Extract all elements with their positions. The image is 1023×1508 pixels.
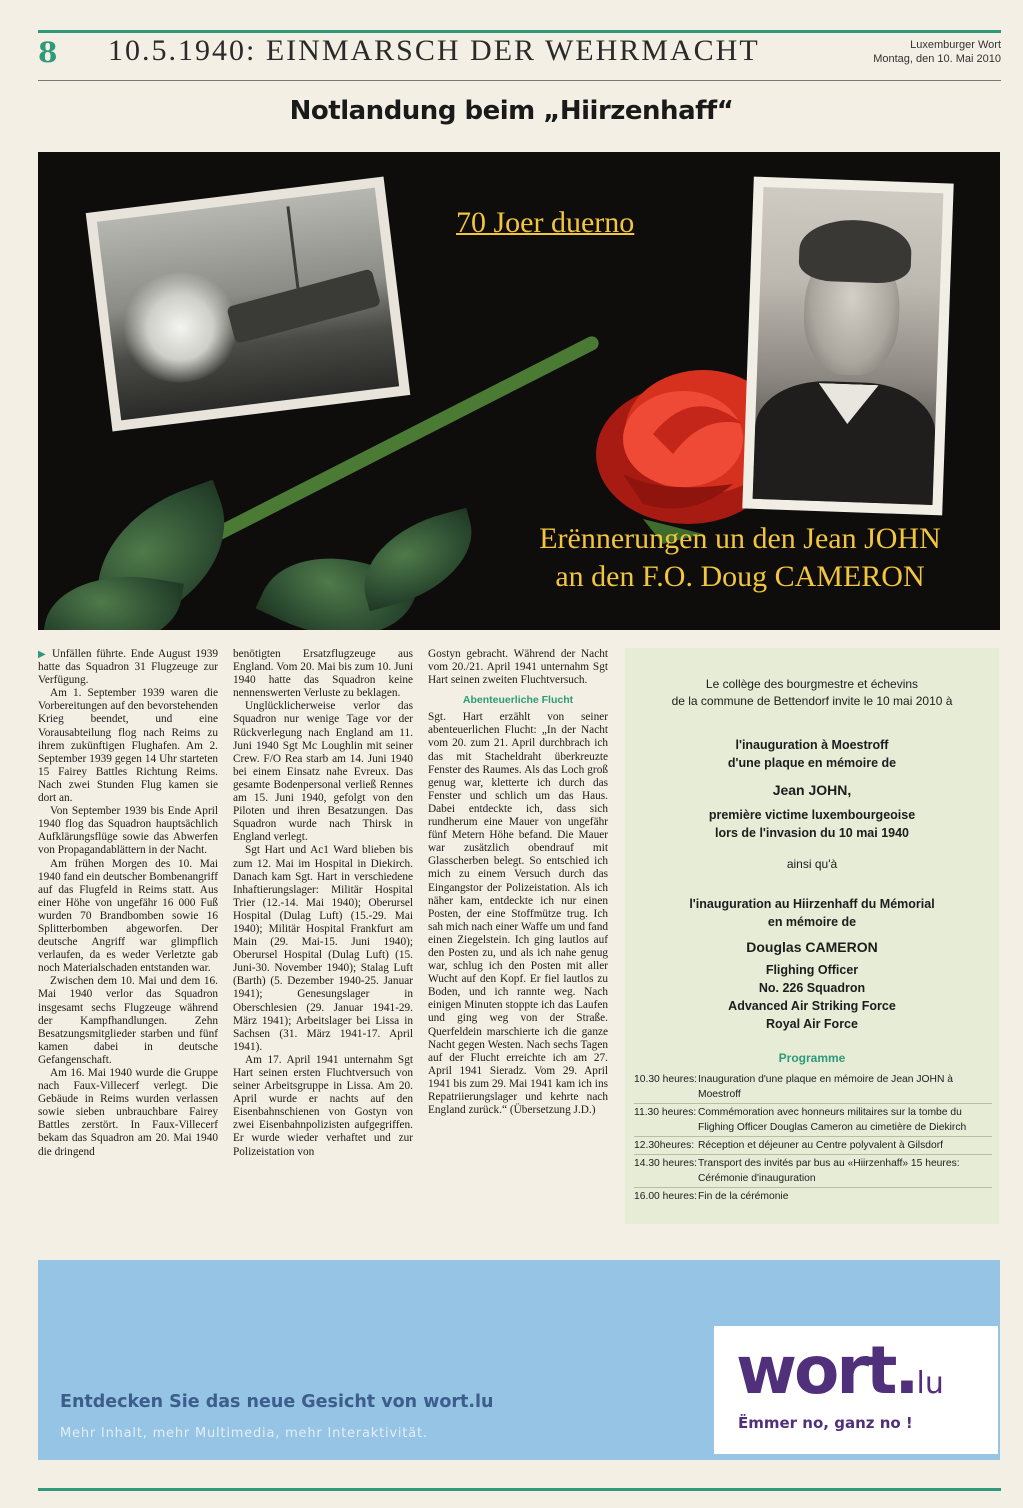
programme-item <box>634 1188 992 1205</box>
invitation-line: Advanced Air Striking Force <box>728 999 896 1013</box>
logo-main: wort. <box>736 1332 917 1409</box>
article-column-2 <box>233 648 413 1159</box>
paragraph: Von September 1939 bis Ende April 1940 flog das Squadron hauptsächlich Aufklärungsflüge sowie das Abwerfen von Propagandablättern in der Nacht. <box>38 805 218 857</box>
ad-subline: Mehr Inhalt, mehr Multimedia, mehr Interaktivität. <box>60 1426 428 1441</box>
programme-time: 11.30 heures: <box>634 1107 697 1118</box>
invitation-line: Royal Air Force <box>766 1017 858 1031</box>
programme-list <box>634 1071 992 1205</box>
programme-time: 14.30 heures: <box>634 1158 697 1169</box>
invitation-ainsi: ainsi qu'à <box>786 857 838 871</box>
top-rule <box>38 30 1001 33</box>
logo-tld: lu <box>916 1366 944 1401</box>
invitation-intro-1: Le collège des bourgmestre et échevins <box>705 677 919 691</box>
paragraph: benötigten Ersatzflugzeuge aus England. Vom 20. Mai bis zum 10. Juni 1940 hatte das Squadron keine nennenswerten Verluste zu beklagen. <box>233 648 413 700</box>
logo-slogan: Ëmmer no, ganz no ! <box>738 1414 913 1432</box>
invitation-line: Flighing Officer <box>765 963 859 977</box>
article-column-1 <box>38 648 218 1159</box>
programme-item <box>634 1104 992 1137</box>
section-headline: 10.5.1940: EINMARSCH DER WEHRMACHT <box>108 34 760 67</box>
invitation-line: première victime luxembourgeoise <box>708 808 916 822</box>
logo-text <box>736 1332 944 1409</box>
paragraph <box>38 648 218 687</box>
hero-caption-top: 70 Joer duerno <box>456 206 635 239</box>
advertisement[interactable] <box>38 1260 1000 1460</box>
page-number: 8 <box>38 36 58 69</box>
invitation-line: l'inauguration au Hiirzenhaff du Mémorial <box>689 897 935 911</box>
arrow-icon: ▶ <box>38 649 52 660</box>
invitation-intro-2: de la commune de Bettendorf invite le 10 mai 2010 à <box>671 694 953 708</box>
programme-text: Inauguration d'une plaque en mémoire de Jean JOHN à Moestroff <box>698 1074 953 1100</box>
article-title: Notlandung beim „Hiirzenhaff“ <box>289 96 734 126</box>
hero-caption-line-2: an den F.O. Doug CAMERON <box>555 560 925 593</box>
paragraph: Sgt Hart und Ac1 Ward blieben bis zum 12. Mai im Hospital in Diekirch. Danach kam Sgt. Hart in verschiedene Inhaftierungslager: Militär Hospital Trier (12.-14. Mai 1940); Oberursel Hospital (Dulag Luft) (15.-29. Mai 1940); Militär Hospital Frankfurt am Main (29. Mai-15. Juni 1940); Oberursel Hospital (Dulag Luft) (15. Juni-30. November 1940); Stalag Luft (Barth) (5. Dezember 1940-25. Januar 1941); Genesungslager in Oberschlesien (29. Januar 1941-29. März 1941); Arbeitslager bei Lissa in Sachsen (31. März 1941-17. April 1941). <box>233 844 413 1053</box>
hero-image <box>38 152 1000 630</box>
paragraph: Am 17. April 1941 unternahm Sgt Hart seinen ersten Fluchtversuch von seiner Arbeitsgruppe in Lissa. Am 20. April wurde er nachts auf den Eisenbahnschienen von Gostyn von zwei Eisenbahnpolizisten aufgegriffen. Er wurde wieder verhaftet und zur Polizeistation von <box>233 1053 413 1158</box>
wort-logo[interactable] <box>714 1326 998 1454</box>
programme-time: 10.30 heures: <box>634 1074 697 1085</box>
invitation-line: en mémoire de <box>767 915 857 929</box>
publication-name: Luxemburger Wort <box>910 39 1001 51</box>
publication-info <box>873 38 1001 66</box>
crash-photo <box>86 177 411 432</box>
programme-item <box>634 1155 992 1188</box>
programme-text: Commémoration avec honneurs militaires sur la tombe du Flighing Officer Douglas Cameron au cimetière de Diekirch <box>698 1107 967 1133</box>
paragraph-text: Unfällen führte. Ende August 1939 hatte das Squadron 31 Flugzeuge zur Verfügung. <box>38 648 218 687</box>
programme-item <box>634 1071 992 1104</box>
programme-text: Réception et déjeuner au Centre polyvalent à Gilsdorf <box>698 1140 943 1151</box>
honoree-name-1: Jean JOHN, <box>772 782 852 798</box>
rose-leaf <box>350 508 485 612</box>
ad-headline: Entdecken Sie das neue Gesicht von wort.lu <box>60 1392 494 1412</box>
invitation-box <box>625 648 999 1224</box>
subheading: Abenteuerliche Flucht <box>462 694 574 707</box>
portrait-photo <box>742 177 953 516</box>
honoree-name-2: Douglas CAMERON <box>746 939 878 955</box>
paragraph: Am 16. Mai 1940 wurde die Gruppe nach Faux-Villecerf verlegt. Die Gebäude in Reims wurden verlassen sowie sieben unbrauchbare Fairey Battles zerstört. In Faux-Villecerf bekam das Squadron am 20. Mai 1940 die dringend <box>38 1067 218 1158</box>
paragraph: Zwischen dem 10. Mai und dem 16. Mai 1940 verlor das Squadron insgesamt sechs Flugzeuge während der Kampfhandlungen. Zehn Besatzungsmitglieder starben und fünf kamen dabei in deutsche Gefangenschaft. <box>38 975 218 1066</box>
programme-text: Fin de la cérémonie <box>698 1191 789 1202</box>
paragraph: Unglücklicherweise verlor das Squadron nur wenige Tage vor der Rückverlegung nach England am 11. Juni 1940 Sgt Mc Loughlin mit seiner Crew. F/O Rea starb am 14. Juni 1940 bei einem Einsatz nahe Evreux. Das gesamte Bodenpersonal verließ Rennes am 15. Juni 1940, gefolgt von den Piloten und ihren Besatzungen. Das Squadron wurde nach Thirsk in England verlegt. <box>233 700 413 844</box>
invitation-line: d'une plaque en mémoire de <box>727 756 897 770</box>
article-column-3 <box>428 648 608 1117</box>
paragraph: Sgt. Hart erzählt von seiner abenteuerlichen Flucht: „In der Nacht vom 20. zum 21. April durchbrach ich das mit Stacheldraht überkreuzte Fenster des Raumes. Als das Loch groß genug war, kletterte ich durch das Fenster und schlich um das Haus. Dabei entdeckte ich, dass sich rundherum eine Mauer von ungefähr fünf Metern Höhe befand. Die Mauer war zusätzlich obendrauf mit Glasscherben belegt. So entschied ich mich zu einem Versuch durch das Eingangstor der Polizeistation. Als ich näher kam, entdeckte ich nur einen Posten, der eine Stoffmütze trug. Ich sah mich nach einer Waffe um und fand einen Ziegelstein. Ich ging lautlos auf den Posten zu, und als ich nahe genug war, schlug ich den Posten mit aller Wucht auf den Kopf. Er fiel lautlos zu Boden, und ich rannte weg. Nach einigen Minuten stoppte ich das Laufen und ging weg von der Straße. Querfeldein marschierte ich die ganze Nacht gegen Westen. Nach sechs Tagen auf der Flucht erreichte ich am 27. April 1941 Sieradz. Vom 29. April 1941 bis zum 29. Mai 1941 kam ich ins Repatriierungslager und kehrte nach England zurück.“ (Übersetzung J.D.) <box>428 711 608 1117</box>
paragraph: Am 1. September 1939 waren die Vorbereitungen auf den bevorstehenden Krieg beendet, und eine Vorausabteilung flog nach Reims zu ihrem zukünftigen Flughafen. Am 2. September 1939 gegen 14 Uhr starteten 15 Fairey Battles Richtung Reims. Nach zwei Stunden Flug kamen sie dort an. <box>38 687 218 805</box>
bottom-rule <box>38 1488 1001 1491</box>
invitation-line: lors de l'invasion du 10 mai 1940 <box>714 826 910 840</box>
header-rule <box>38 80 1001 81</box>
programme-item <box>634 1137 992 1155</box>
hero-caption-bottom <box>480 520 1000 596</box>
programme-time: 12.30heures: <box>634 1140 695 1151</box>
hero-caption-line-1: Erënnerungen un den Jean JOHN <box>539 522 941 555</box>
publication-date: Montag, den 10. Mai 2010 <box>873 53 1001 65</box>
programme-title: Programme <box>778 1051 846 1065</box>
invitation-line: l'inauguration à Moestroff <box>735 738 889 752</box>
paragraph: Gostyn gebracht. Während der Nacht vom 20./21. April 1941 unternahm Sgt Hart seinen zweiten Fluchtversuch. <box>428 648 608 687</box>
programme-text: Transport des invités par bus au «Hiirzenhaff» 15 heures: Cérémonie d'inauguration <box>698 1158 960 1184</box>
programme-time: 16.00 heures: <box>634 1191 697 1202</box>
invitation-line: No. 226 Squadron <box>758 981 866 995</box>
paragraph: Am frühen Morgen des 10. Mai 1940 fand ein deutscher Bombenangriff auf das Flugfeld in Reims statt. Aus einer Höhe von ungefähr 16 000 Fuß wurden 70 Brandbomben sowie 16 Splitterbomben abgeworfen. Der deutsche Angriff war glimpflich verlaufen, da es weder Verletzte gab noch Materialschaden entstanden war. <box>38 857 218 975</box>
